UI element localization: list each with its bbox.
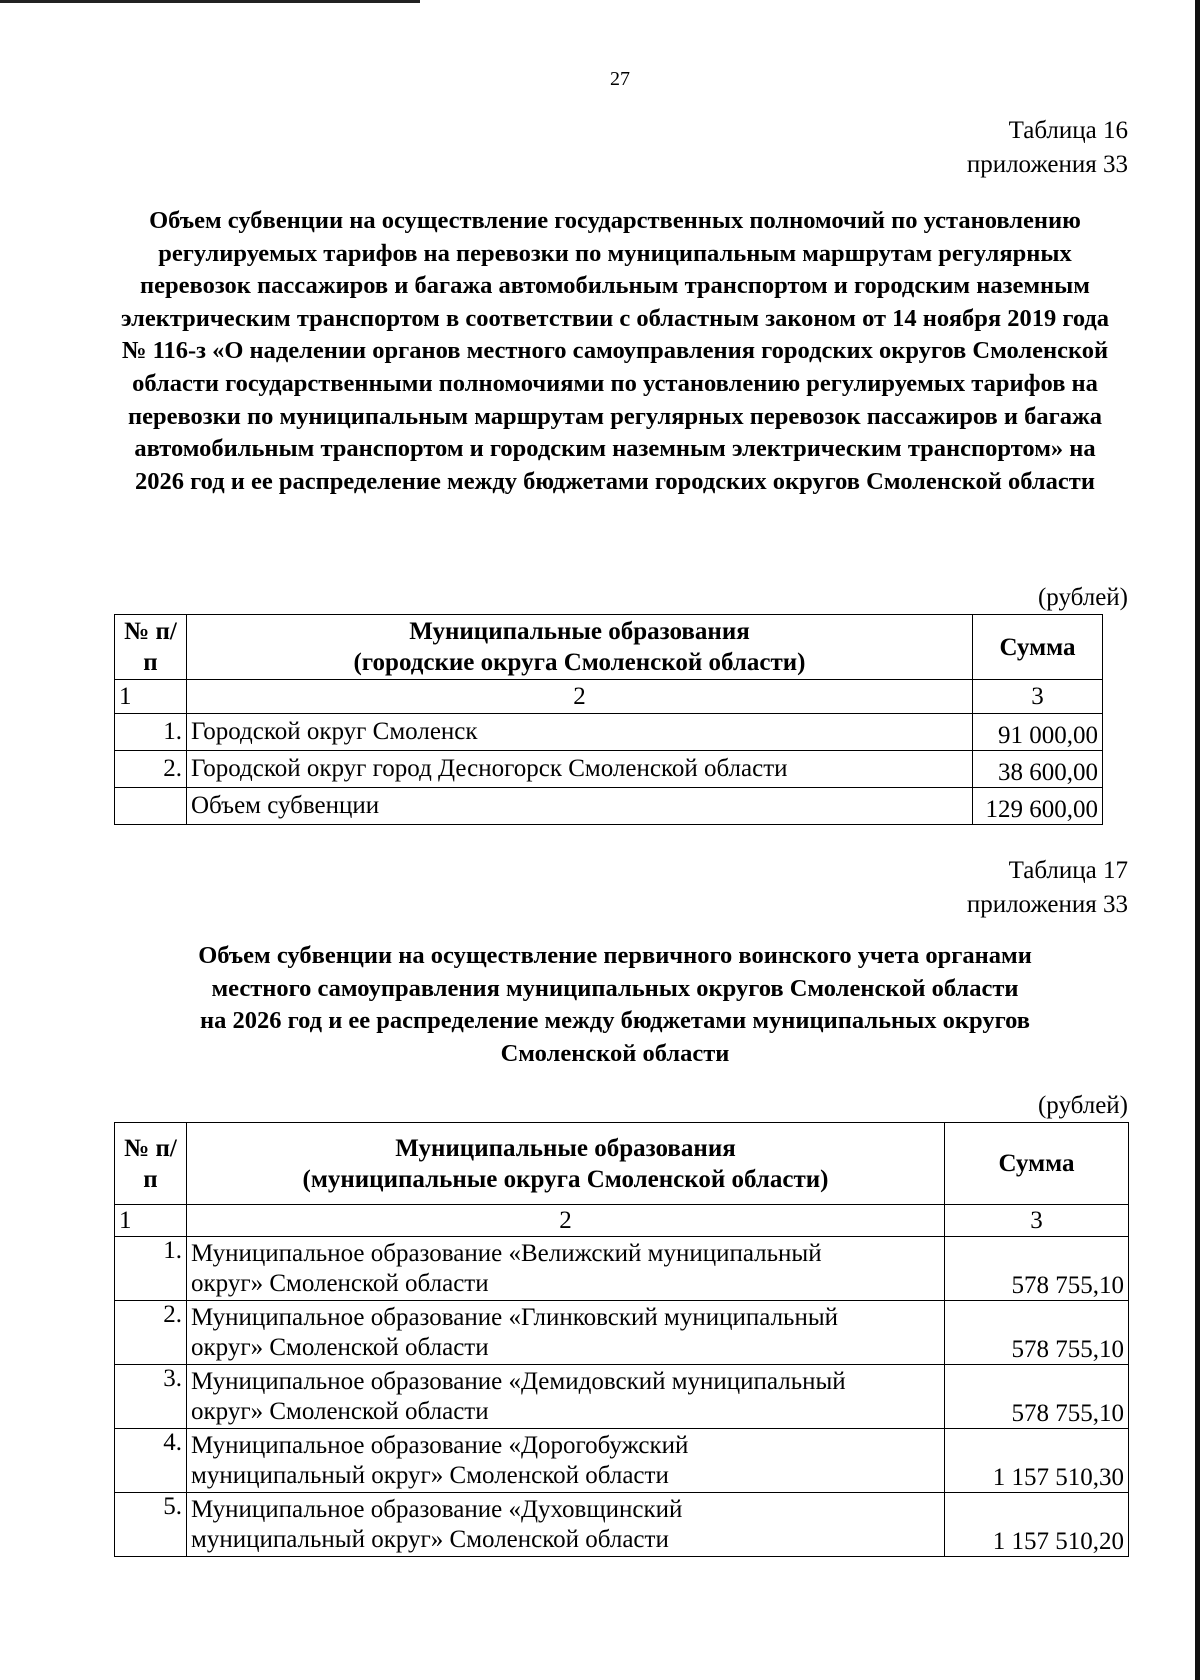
row-name-line1: Муниципальное образование «Демидовский муниципальный bbox=[191, 1367, 846, 1395]
row-name: Городской округ город Десногорск Смоленской области bbox=[187, 751, 973, 788]
table-row bbox=[115, 1301, 1129, 1365]
table17-title-line1: Объем субвенции на осуществление первичного воинского учета органами bbox=[198, 942, 1032, 969]
row-num: 5. bbox=[115, 1493, 187, 1557]
colnum-2: 2 bbox=[187, 1205, 945, 1237]
table-row bbox=[115, 714, 1103, 751]
scan-artifact-line bbox=[0, 0, 420, 3]
row-name-line2: округ» Смоленской области bbox=[191, 1269, 489, 1297]
table16-colnum-row bbox=[115, 680, 1103, 714]
table-row bbox=[115, 1365, 1129, 1429]
row-sum: 1 157 510,30 bbox=[945, 1429, 1129, 1493]
table-row-total bbox=[115, 788, 1103, 825]
colnum-3: 3 bbox=[973, 680, 1103, 714]
row-num bbox=[115, 788, 187, 825]
colnum-1: 1 bbox=[115, 1205, 187, 1237]
table17-title-line3: на 2026 год и ее распределение между бюджетами муниципальных округов bbox=[200, 1007, 1030, 1035]
table-row bbox=[115, 1493, 1129, 1557]
row-sum: 38 600,00 bbox=[973, 751, 1103, 788]
row-name-line2: округ» Смоленской области bbox=[191, 1333, 489, 1361]
colnum-1: 1 bbox=[115, 680, 187, 714]
page-number: 27 bbox=[610, 68, 630, 90]
table16 bbox=[114, 614, 1103, 825]
row-num: 2. bbox=[115, 751, 187, 788]
row-num: 2. bbox=[115, 1301, 187, 1365]
row-name-line2: округ» Смоленской области bbox=[191, 1397, 489, 1425]
colnum-3: 3 bbox=[945, 1205, 1129, 1237]
table17-reference bbox=[967, 854, 1128, 922]
table-row bbox=[115, 1429, 1129, 1493]
row-num: 1. bbox=[115, 714, 187, 751]
row-name bbox=[187, 1237, 945, 1301]
row-name-line1: Муниципальное образование «Дорогобужский bbox=[191, 1431, 689, 1459]
table17-ref-line2: приложения 33 bbox=[966, 891, 1128, 918]
header-sum: Сумма bbox=[945, 1123, 1129, 1205]
scan-artifact-edge bbox=[1195, 0, 1200, 1680]
header-name-line2: (городские округа Смоленской области) bbox=[353, 649, 806, 676]
table16-title: Объем субвенции на осуществление государственных полномочий по установлению регулируемых тарифов на перевозки по муниципальным маршрутам регулярных перевозок пассажиров и багажа автомобильным транспортом и городским наземным электрическим транспортом в соответствии с областным законом от 14 ноября 2019 года № 116-з «О наделении органов местного самоуправления городских округов Смоленской области государственными полномочиями по установлению регулируемых тарифов на перевозки по муниципальным маршрутам регулярных перевозок пассажиров и багажа автомобильным транспортом и городским наземным электрическим транспортом» на 2026 год и ее распределение между бюджетами городских округов Смоленской области bbox=[120, 207, 1110, 495]
table17-colnum-row bbox=[115, 1205, 1129, 1237]
header-sum: Сумма bbox=[973, 615, 1103, 680]
row-name-line2: муниципальный округ» Смоленской области bbox=[191, 1461, 669, 1489]
row-num: 4. bbox=[115, 1429, 187, 1493]
row-name bbox=[187, 1429, 945, 1493]
row-name bbox=[187, 1493, 945, 1557]
table17-header-row bbox=[115, 1123, 1129, 1205]
row-name-line1: Муниципальное образование «Велижский муниципальный bbox=[191, 1239, 822, 1267]
row-sum: 578 755,10 bbox=[945, 1301, 1129, 1365]
row-num: 3. bbox=[115, 1365, 187, 1429]
row-sum: 91 000,00 bbox=[973, 714, 1103, 751]
row-name-line1: Муниципальное образование «Духовщинский bbox=[191, 1495, 683, 1523]
header-name-line2: (муниципальные округа Смоленской области) bbox=[302, 1165, 829, 1193]
header-name-line1: Муниципальные образования bbox=[409, 618, 750, 645]
table17-unit: (рублей) bbox=[1037, 1092, 1128, 1119]
header-num: № п/п bbox=[115, 1123, 187, 1205]
row-name bbox=[187, 1301, 945, 1365]
table16-ref-line1: Таблица 16 bbox=[1008, 117, 1128, 144]
table16-header-row bbox=[115, 615, 1103, 680]
row-sum: 578 755,10 bbox=[945, 1237, 1129, 1301]
header-name bbox=[187, 615, 973, 680]
table17-title bbox=[110, 940, 1120, 1070]
table17-ref-line1: Таблица 17 bbox=[1008, 857, 1128, 884]
header-name bbox=[187, 1123, 945, 1205]
table-row bbox=[115, 751, 1103, 788]
table16-ref-line2: приложения 33 bbox=[966, 151, 1128, 178]
table16-unit: (рублей) bbox=[1037, 584, 1128, 611]
colnum-2: 2 bbox=[187, 680, 973, 714]
row-name: Объем субвенции bbox=[187, 788, 973, 825]
table17 bbox=[114, 1122, 1129, 1557]
row-sum: 578 755,10 bbox=[945, 1365, 1129, 1429]
row-name: Городской округ Смоленск bbox=[187, 714, 973, 751]
row-sum: 129 600,00 bbox=[973, 788, 1103, 825]
row-name bbox=[187, 1365, 945, 1429]
row-sum: 1 157 510,20 bbox=[945, 1493, 1129, 1557]
header-num: № п/п bbox=[115, 615, 187, 680]
table16-reference bbox=[967, 114, 1128, 182]
row-name-line2: муниципальный округ» Смоленской области bbox=[191, 1525, 669, 1553]
row-num: 1. bbox=[115, 1237, 187, 1301]
table-row bbox=[115, 1237, 1129, 1301]
table17-title-line2: местного самоуправления муниципальных округов Смоленской области bbox=[211, 974, 1019, 1002]
header-name-line1: Муниципальные образования bbox=[395, 1134, 736, 1162]
table17-title-line4: Смоленской области bbox=[500, 1039, 730, 1067]
row-name-line1: Муниципальное образование «Глинковский муниципальный bbox=[191, 1303, 838, 1331]
